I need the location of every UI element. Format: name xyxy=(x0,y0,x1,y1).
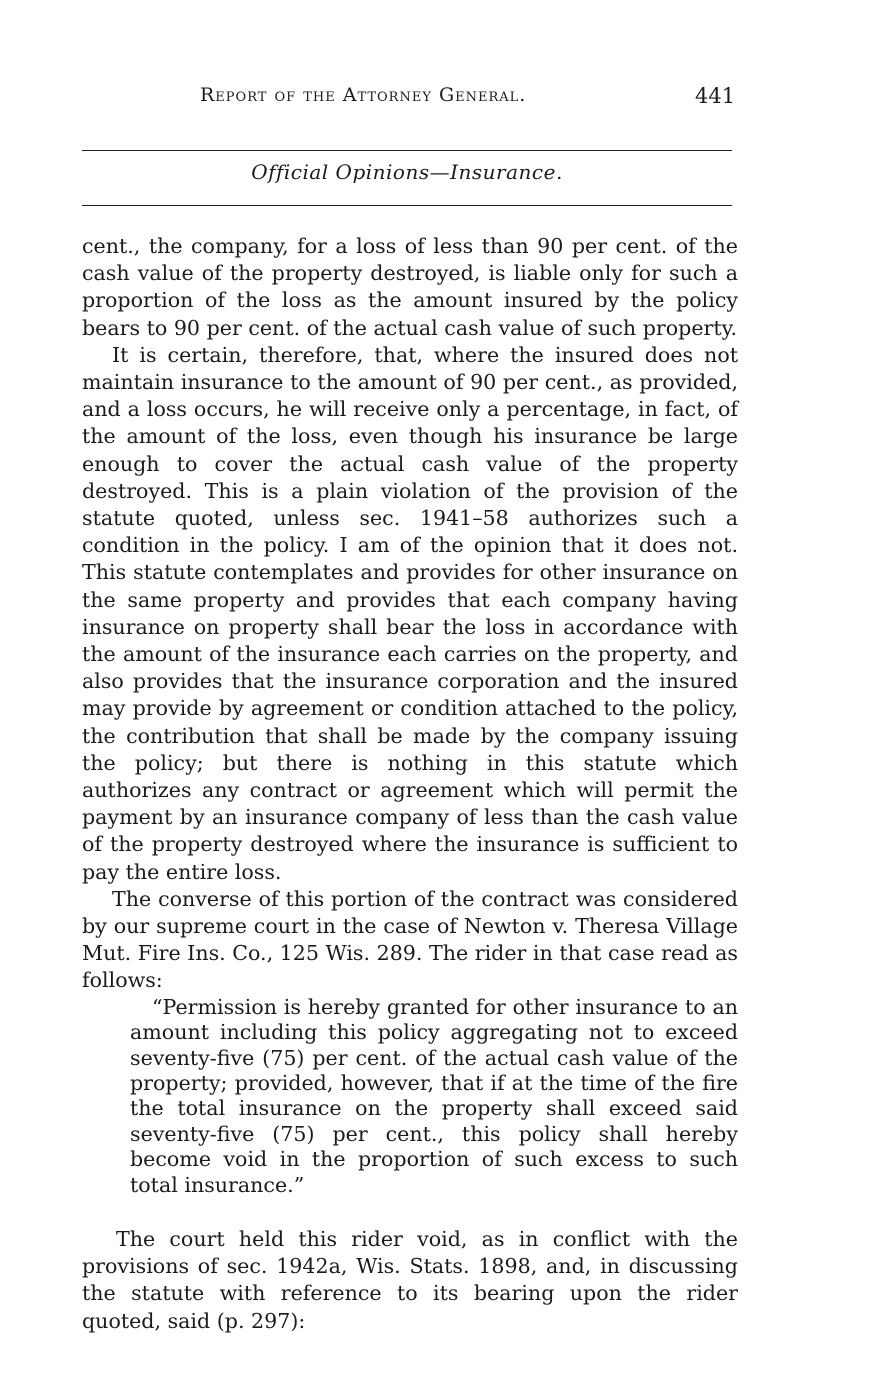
page-number: 441 xyxy=(695,84,736,108)
paragraph-case-citation: The converse of this portion of the contract was considered by our supreme court in the case of Newton v. Theresa Village Mut. Fire Ins. Co., 125 Wis. 289. The rider in that case read as follows: xyxy=(82,886,738,993)
paragraph-continuation: cent., the company, for a loss of less than 90 per cent. of the cash value of the property destroyed, is liable only for such a proportion of the loss as the amount insured by the policy bears to 90 per cent. of the actual cash value of such property. xyxy=(82,234,738,340)
paragraph-opinion: It is certain, therefore, that, where the insured does not maintain insurance to the amount of 90 per cent., as provided, and a loss occurs, he will receive only a percentage, in fact, of the amount of the loss, even though his insurance be large enough to cover the actual cash value of the property destroyed. This is a plain violation of the provision of the statute quoted, unless sec. 1941–58 authorizes such a condition in the policy. I am of the opinion that it does not. This statute contemplates and provides for other insurance on the same property and provides that each company having insurance on property shall bear the loss in accordance with the amount of the insurance each carries on the property, and also provides that the insurance corporation and the insured may provide by agreement or condition attached to the policy, the contribution that shall be made by the company issuing the policy; but there is nothing in this statute which authorizes any contract or agreement which will permit the payment by an insurance company of less than the cash value of the property destroyed where the insurance is sufficient to pay the entire loss. xyxy=(82,342,738,884)
running-head: Report of the Attorney General. xyxy=(200,84,527,106)
block-quote-rider: “Permission is hereby granted for other insurance to an amount including this policy aggregating not to exceed seventy-five (75) per cent. of the actual cash value of the property; provided, however, that if at the time of the fire the total insurance on the property shall exceed said seventy-five (75) per cent., this policy shall hereby become void in the proportion of such excess to such total insurance.” xyxy=(130,994,738,1197)
paragraph-court-holding: The court held this rider void, as in conflict with the provisions of sec. 1942a, Wis. Stats. 1898, and, in discussing the statute with reference to its bearing upon the rider quoted, said (p. 297): xyxy=(82,1226,738,1333)
header-rule-top xyxy=(82,150,732,151)
body-text xyxy=(82,233,738,1355)
header-rule-bottom xyxy=(82,205,732,206)
section-title: Official Opinions—Insurance. xyxy=(251,160,563,184)
